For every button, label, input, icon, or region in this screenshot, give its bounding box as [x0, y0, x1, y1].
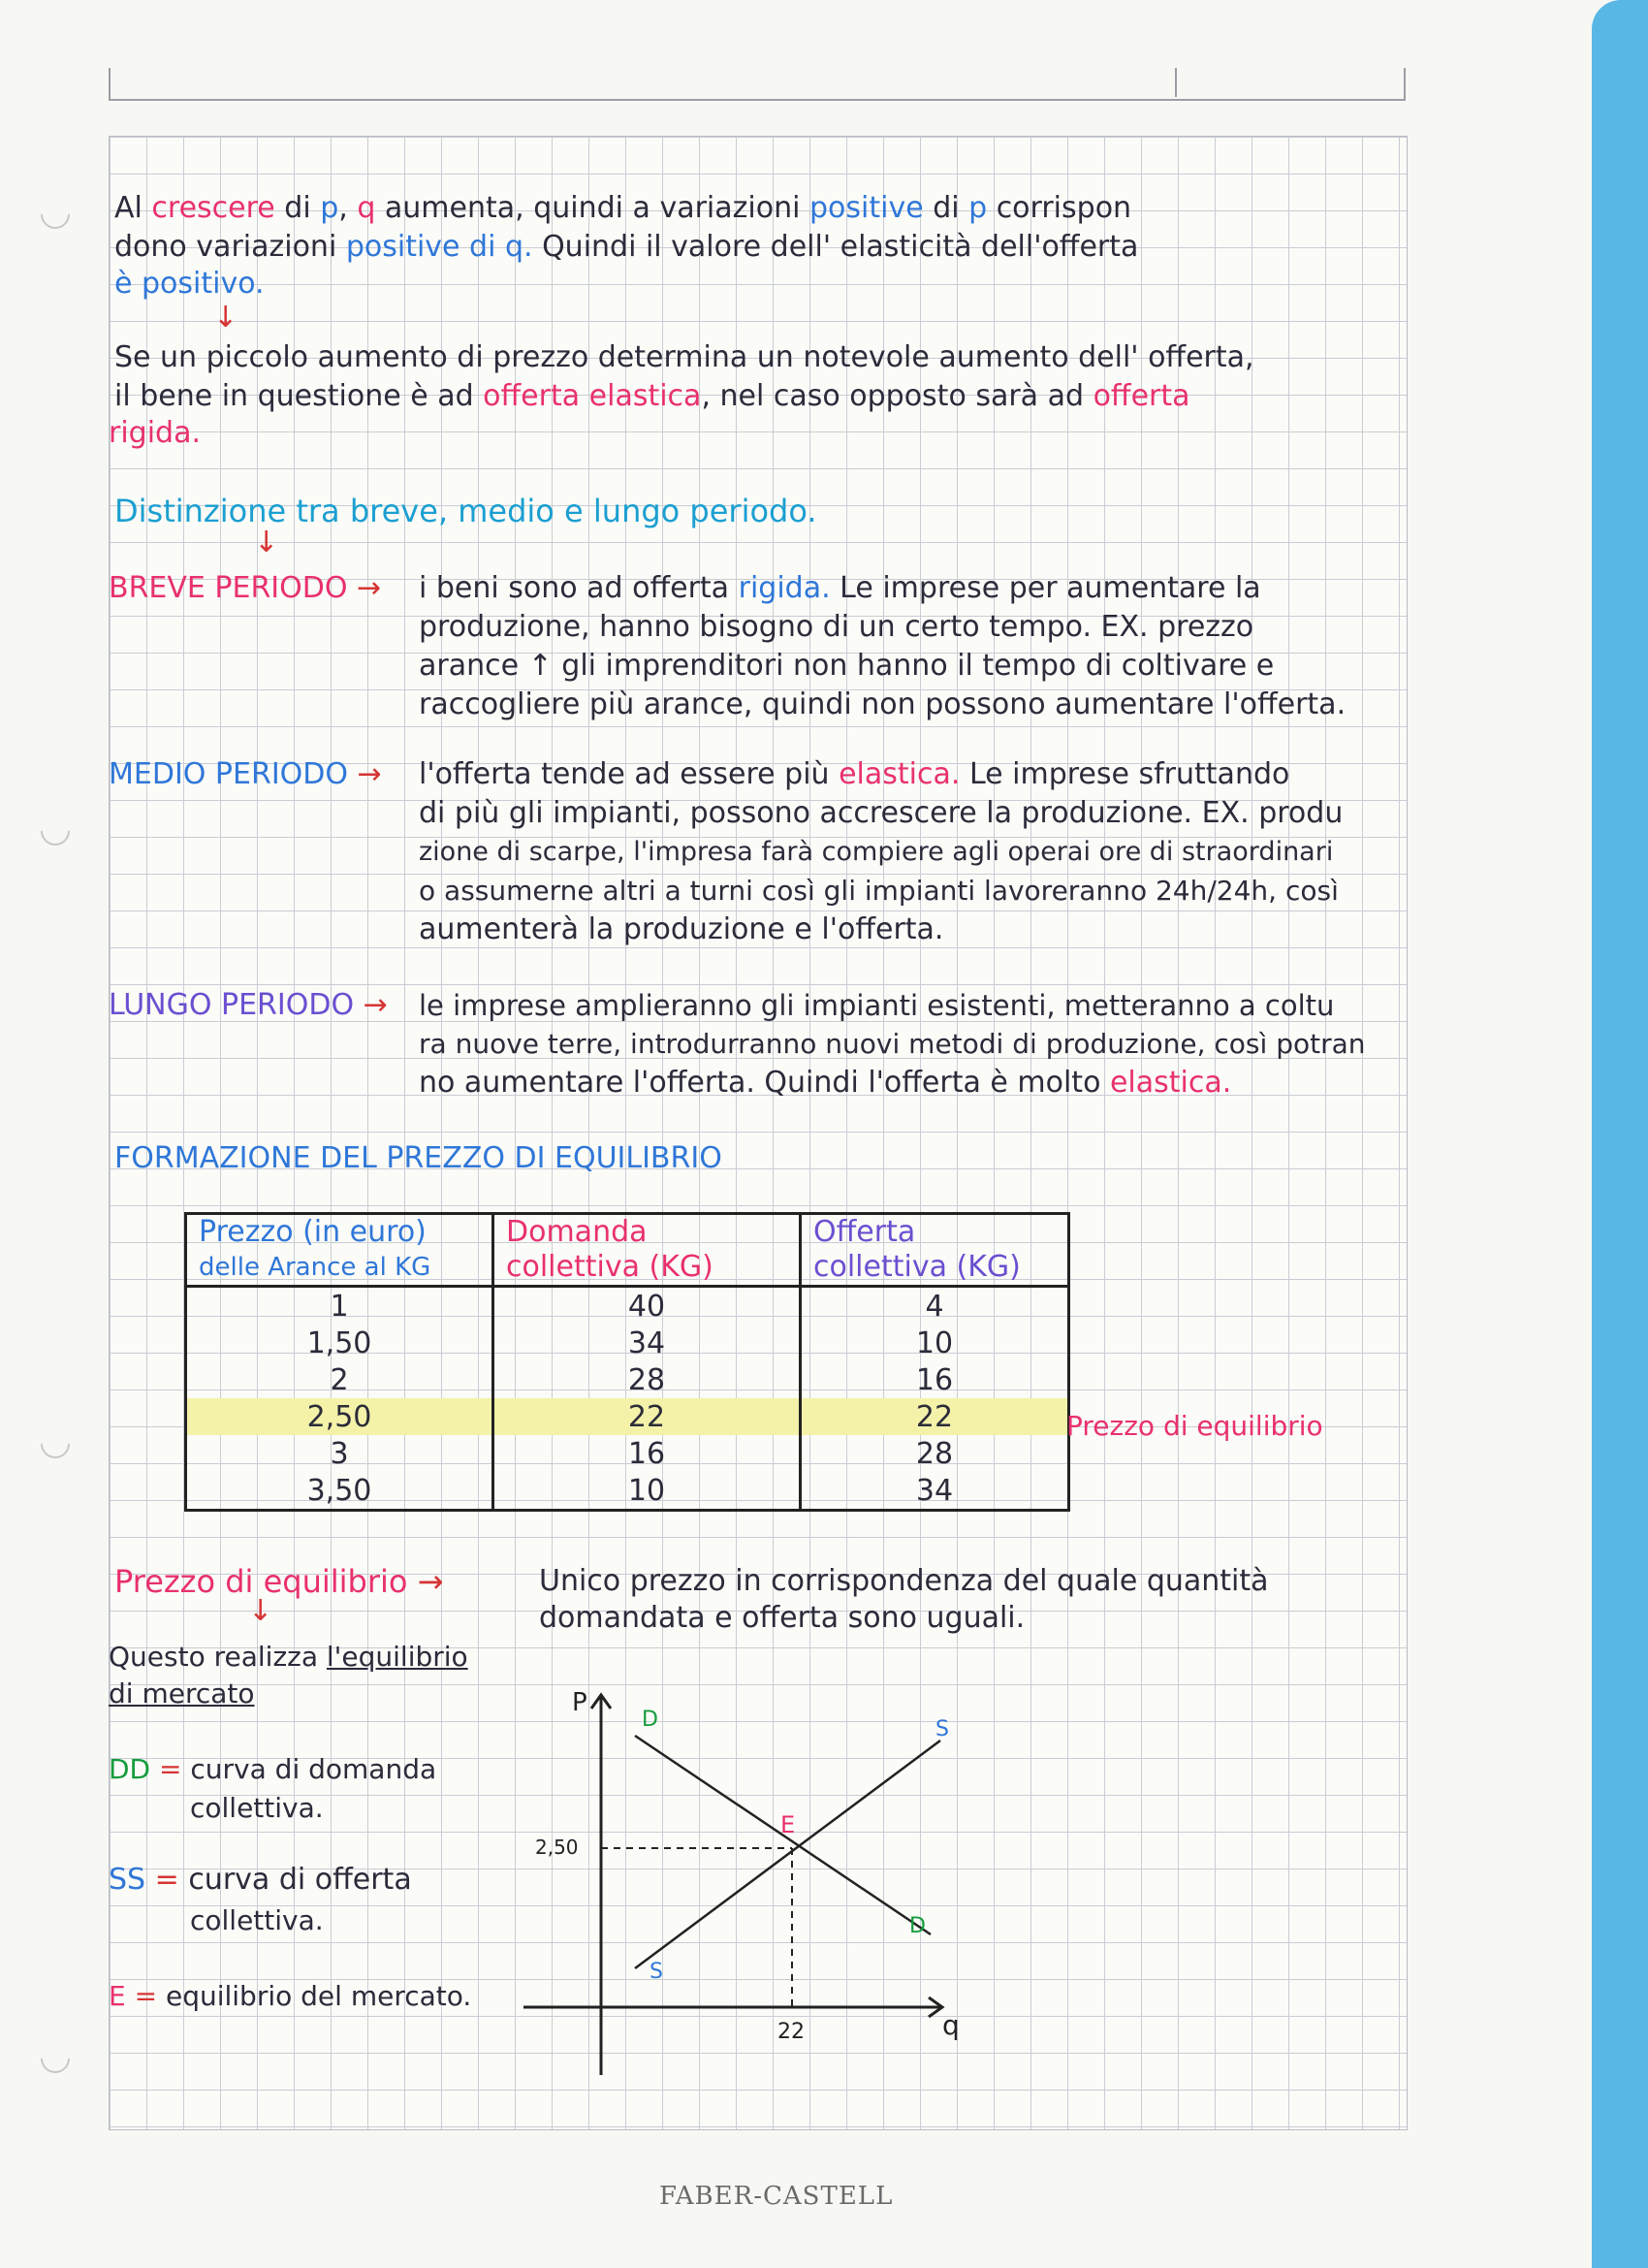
legend-equilibrium: E = equilibrio del mercato. — [109, 1980, 472, 2012]
supply-label-top: S — [935, 1717, 949, 1741]
table-row: 2 28 16 — [186, 1361, 1069, 1398]
medium-period-label: MEDIO PERIODO → — [109, 757, 382, 791]
supply-demand-graph — [523, 1687, 969, 2094]
equilibrium-note-1: Questo realizza l'equilibrio — [109, 1641, 468, 1673]
table-header-row — [186, 1214, 1069, 1287]
demand-label-bottom: D — [909, 1914, 926, 1938]
notebook-blue-edge — [1592, 0, 1648, 2268]
intro-line-1: Al crescere di p, q aumenta, quindi a variazioni positive di p corrispon — [114, 191, 1132, 225]
short-period-line-3: arance ↑ gli imprenditori non hanno il tempo di coltivare e — [419, 649, 1275, 683]
periods-title: Distinzione tra breve, medio e lungo periodo. — [114, 493, 817, 529]
binder-hole — [35, 194, 76, 235]
binder-hole — [35, 2038, 76, 2079]
medium-period-line-2: di più gli impianti, possono accrescere la produzione. EX. produ — [419, 796, 1344, 830]
long-period-line-2: ra nuove terre, introdurranno nuovi metodi di produzione, così potran — [419, 1028, 1366, 1060]
supply-curve — [635, 1741, 940, 1968]
intro-line-3: è positivo. — [114, 267, 265, 301]
legend-demand-2: collettiva. — [190, 1792, 324, 1824]
intro-line-2: dono variazioni positive di q. Quindi il valore dell' elasticità dell'offerta — [114, 230, 1139, 264]
demand-label-top: D — [642, 1708, 658, 1732]
page-top-divider — [1175, 68, 1177, 97]
supply-label-bottom: S — [650, 1960, 663, 1984]
medium-period-line-5: aumenterà la produzione e l'offerta. — [419, 912, 944, 946]
arrow-down-icon: ↓ — [254, 526, 279, 559]
long-period-label: LUNGO PERIODO → — [109, 988, 388, 1022]
x-axis-label: q — [942, 2009, 960, 2041]
binder-hole — [35, 811, 76, 851]
binder-hole — [35, 1423, 76, 1464]
legend-demand: DD = curva di domanda — [109, 1753, 437, 1785]
medium-period-line-4: o assumerne altri a turni così gli impianti lavoreranno 24h/24h, così — [419, 875, 1339, 907]
legend-supply: SS = curva di offerta — [109, 1863, 412, 1897]
long-period-line-3: no aumentare l'offerta. Quindi l'offerta è molto elastica. — [419, 1066, 1232, 1100]
table-row: 1 40 4 — [186, 1287, 1069, 1326]
table-header-demand: Domanda collettiva (KG) — [493, 1214, 801, 1287]
table-title: FORMAZIONE DEL PREZZO DI EQUILIBRIO — [114, 1141, 722, 1175]
elastic-line-3: rigida. — [109, 416, 202, 450]
elastic-line-1: Se un piccolo aumento di prezzo determina un notevole aumento dell' offerta, — [114, 340, 1254, 374]
medium-period-line-1: l'offerta tende ad essere più elastica. Le imprese sfruttando — [419, 757, 1290, 791]
short-period-label: BREVE PERIODO → — [109, 571, 382, 605]
table-row-equilibrium: 2,50 22 22 — [186, 1398, 1069, 1435]
table-header-supply: Offerta collettiva (KG) — [801, 1214, 1069, 1287]
equilibrium-quantity-tick: 22 — [777, 2020, 805, 2044]
short-period-line-2: produzione, hanno bisogno di un certo tempo. EX. prezzo — [419, 610, 1254, 644]
medium-period-line-3: zione di scarpe, l'impresa farà compiere agli operai ore di straordinari — [419, 837, 1334, 867]
equilibrium-point-label: E — [780, 1811, 796, 1838]
arrow-down-icon: ↓ — [248, 1594, 273, 1628]
arrow-down-icon: ↓ — [213, 301, 238, 335]
short-period-line-1: i beni sono ad offerta rigida. Le imprese per aumentare la — [419, 571, 1261, 605]
page-top-frame — [109, 68, 1406, 101]
elastic-line-2: il bene in questione è ad offerta elastica, nel caso opposto sarà ad offerta — [114, 379, 1190, 413]
table-row: 3 16 28 — [186, 1435, 1069, 1472]
y-axis-label: P — [572, 1688, 587, 1717]
equilibrium-label: Prezzo di equilibrio → — [114, 1563, 444, 1600]
table-row: 1,50 34 10 — [186, 1325, 1069, 1361]
equilibrium-def-1: Unico prezzo in corrispondenza del quale quantità — [539, 1564, 1269, 1598]
equilibrium-def-2: domandata e offerta sono uguali. — [539, 1601, 1026, 1635]
table-row: 3,50 10 34 — [186, 1472, 1069, 1511]
long-period-line-1: le imprese amplieranno gli impianti esistenti, metteranno a coltu — [419, 989, 1335, 1022]
equilibrium-row-note: Prezzo di equilibrio — [1066, 1410, 1323, 1442]
equilibrium-table — [184, 1212, 1070, 1512]
short-period-line-4: raccogliere più arance, quindi non possono aumentare l'offerta. — [419, 687, 1347, 721]
equilibrium-price-tick: 2,50 — [535, 1836, 579, 1859]
table-header-price: Prezzo (in euro) delle Arance al KG — [186, 1214, 493, 1287]
equilibrium-note-2: di mercato — [109, 1677, 255, 1709]
legend-supply-2: collettiva. — [190, 1904, 324, 1936]
brand-logo: FABER-CASTELL — [659, 2182, 894, 2211]
